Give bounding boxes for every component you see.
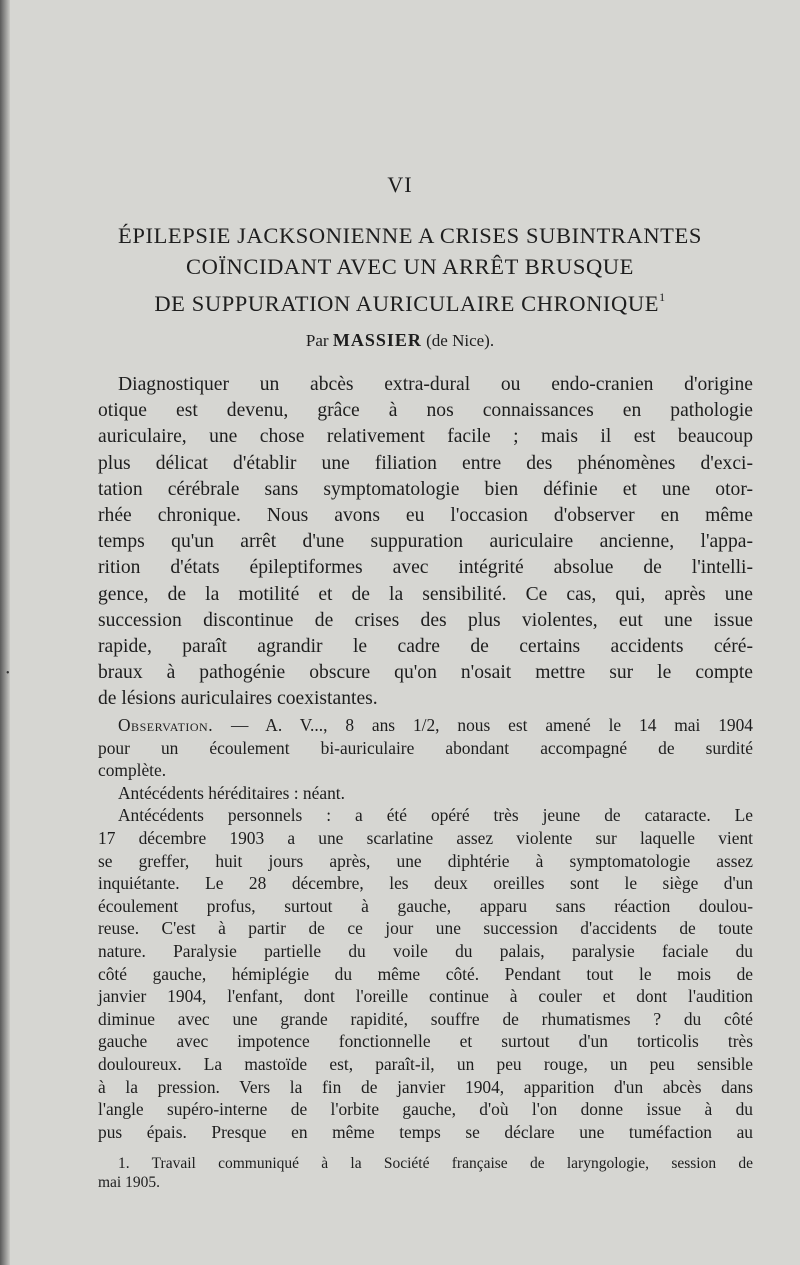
text-line: pus épais. Presque en même temps se déclare une tuméfaction au	[98, 1121, 753, 1142]
text-line: auriculaire, une chose relativement facile ; mais il est beaucoup	[98, 426, 753, 448]
text-line: Diagnostiquer un abcès extra-dural ou endo-cranien d'origine	[118, 374, 753, 395]
text-line: rapide, paraît agrandir le cadre de certains accidents céré-	[98, 636, 753, 658]
footnote-line-1: 1. Travail communiqué à la Société française de laryngologie, session de	[118, 1155, 753, 1172]
text-line: pour un écoulement bi-auriculaire abondant accompagné de surdité	[98, 737, 753, 758]
observation-first-line	[98, 714, 753, 737]
observation-first-line-text: — A. V..., 8 ans 1/2, nous est amené le 14 mai 1904	[213, 715, 753, 735]
title-line-3-text: DE SUPPURATION AURICULAIRE CHRONIQUE	[154, 291, 660, 316]
text-line: 17 décembre 1903 a une scarlatine assez violente sur laquelle vient	[98, 827, 753, 848]
text-line: janvier 1904, l'enfant, dont l'oreille continue à couler et dont l'audition	[98, 986, 753, 1007]
title-line-1: ÉPILEPSIE JACKSONIENNE A CRISES SUBINTRANTES	[118, 223, 702, 248]
text-line: côté gauche, hémiplégie du même côté. Pendant tout le mois de	[98, 963, 753, 984]
text-line: plus délicat d'établir une filiation entre des phénomènes d'exci-	[98, 452, 753, 474]
antecedents-hereditaires: Antécédents héréditaires : néant.	[118, 782, 345, 803]
text-line: rhée chronique. Nous avons eu l'occasion d'observer en même	[98, 505, 753, 527]
text-line: complète.	[98, 760, 167, 781]
text-line: douloureux. La mastoïde est, paraît-il, un peu rouge, un peu sensible	[98, 1053, 753, 1074]
title-footnote-mark[interactable]: 1	[659, 290, 666, 304]
text-line: de lésions auriculaires coexistantes.	[98, 688, 378, 710]
footnote-line-2: mai 1905.	[98, 1174, 160, 1191]
text-line: braux à pathogénie obscure qu'on n'osait mettre sur le compte	[98, 662, 753, 684]
text-line: Antécédents personnels : a été opéré très jeune de cataracte. Le	[118, 805, 753, 826]
text-line: gence, de la motilité et de la sensibilité. Ce cas, qui, après une	[98, 583, 753, 605]
observation-label: Observation.	[118, 715, 214, 735]
text-line: inquiétante. Le 28 décembre, les deux oreilles sont le siège d'un	[98, 873, 753, 894]
title-line-3	[80, 282, 740, 319]
text-line: temps qu'un arrêt d'une suppuration auriculaire ancienne, l'appa-	[98, 531, 753, 553]
author-name: MASSIER	[332, 330, 422, 350]
article-title	[80, 220, 740, 319]
text-line: tation cérébrale sans symptomatologie bien définie et une otor-	[98, 478, 753, 500]
text-line: otique est devenu, grâce à nos connaissances en pathologie	[98, 400, 753, 422]
margin-bullet: •	[6, 668, 10, 679]
text-line: succession discontinue de crises des plus violentes, eut une issue	[98, 609, 753, 631]
chapter-number: VI	[387, 172, 413, 197]
text-line: rition d'états épileptiformes avec intégrité absolue de l'intelli-	[98, 557, 753, 579]
text-line: diminue avec une grande rapidité, souffre de rhumatismes ? du côté	[98, 1008, 753, 1029]
byline	[0, 330, 800, 351]
text-line: gauche avec impotence fonctionnelle et surtout d'un torticolis très	[98, 1031, 753, 1052]
byline-prefix: Par	[305, 331, 329, 350]
intro-paragraph	[98, 372, 753, 713]
author-place: (de Nice).	[426, 331, 495, 350]
observation-section	[98, 714, 753, 1143]
footnote	[98, 1154, 753, 1192]
text-line: reuse. C'est à partir de ce jour une succession d'accidents de toute	[98, 918, 753, 939]
text-line: l'angle supéro-interne de l'orbite gauche, d'où l'on donne issue à du	[98, 1099, 753, 1120]
text-line: à la pression. Vers la fin de janvier 1904, apparition d'un abcès dans	[98, 1076, 753, 1097]
title-line-2: COÏNCIDANT AVEC UN ARRÊT BRUSQUE	[185, 254, 634, 279]
text-line: se greffer, huit jours après, une diphtérie à symptomatologie assez	[98, 850, 753, 871]
text-line: nature. Paralysie partielle du voile du palais, paralysie faciale du	[98, 940, 753, 961]
text-line: écoulement profus, surtout à gauche, apparu sans réaction doulou-	[98, 895, 753, 916]
